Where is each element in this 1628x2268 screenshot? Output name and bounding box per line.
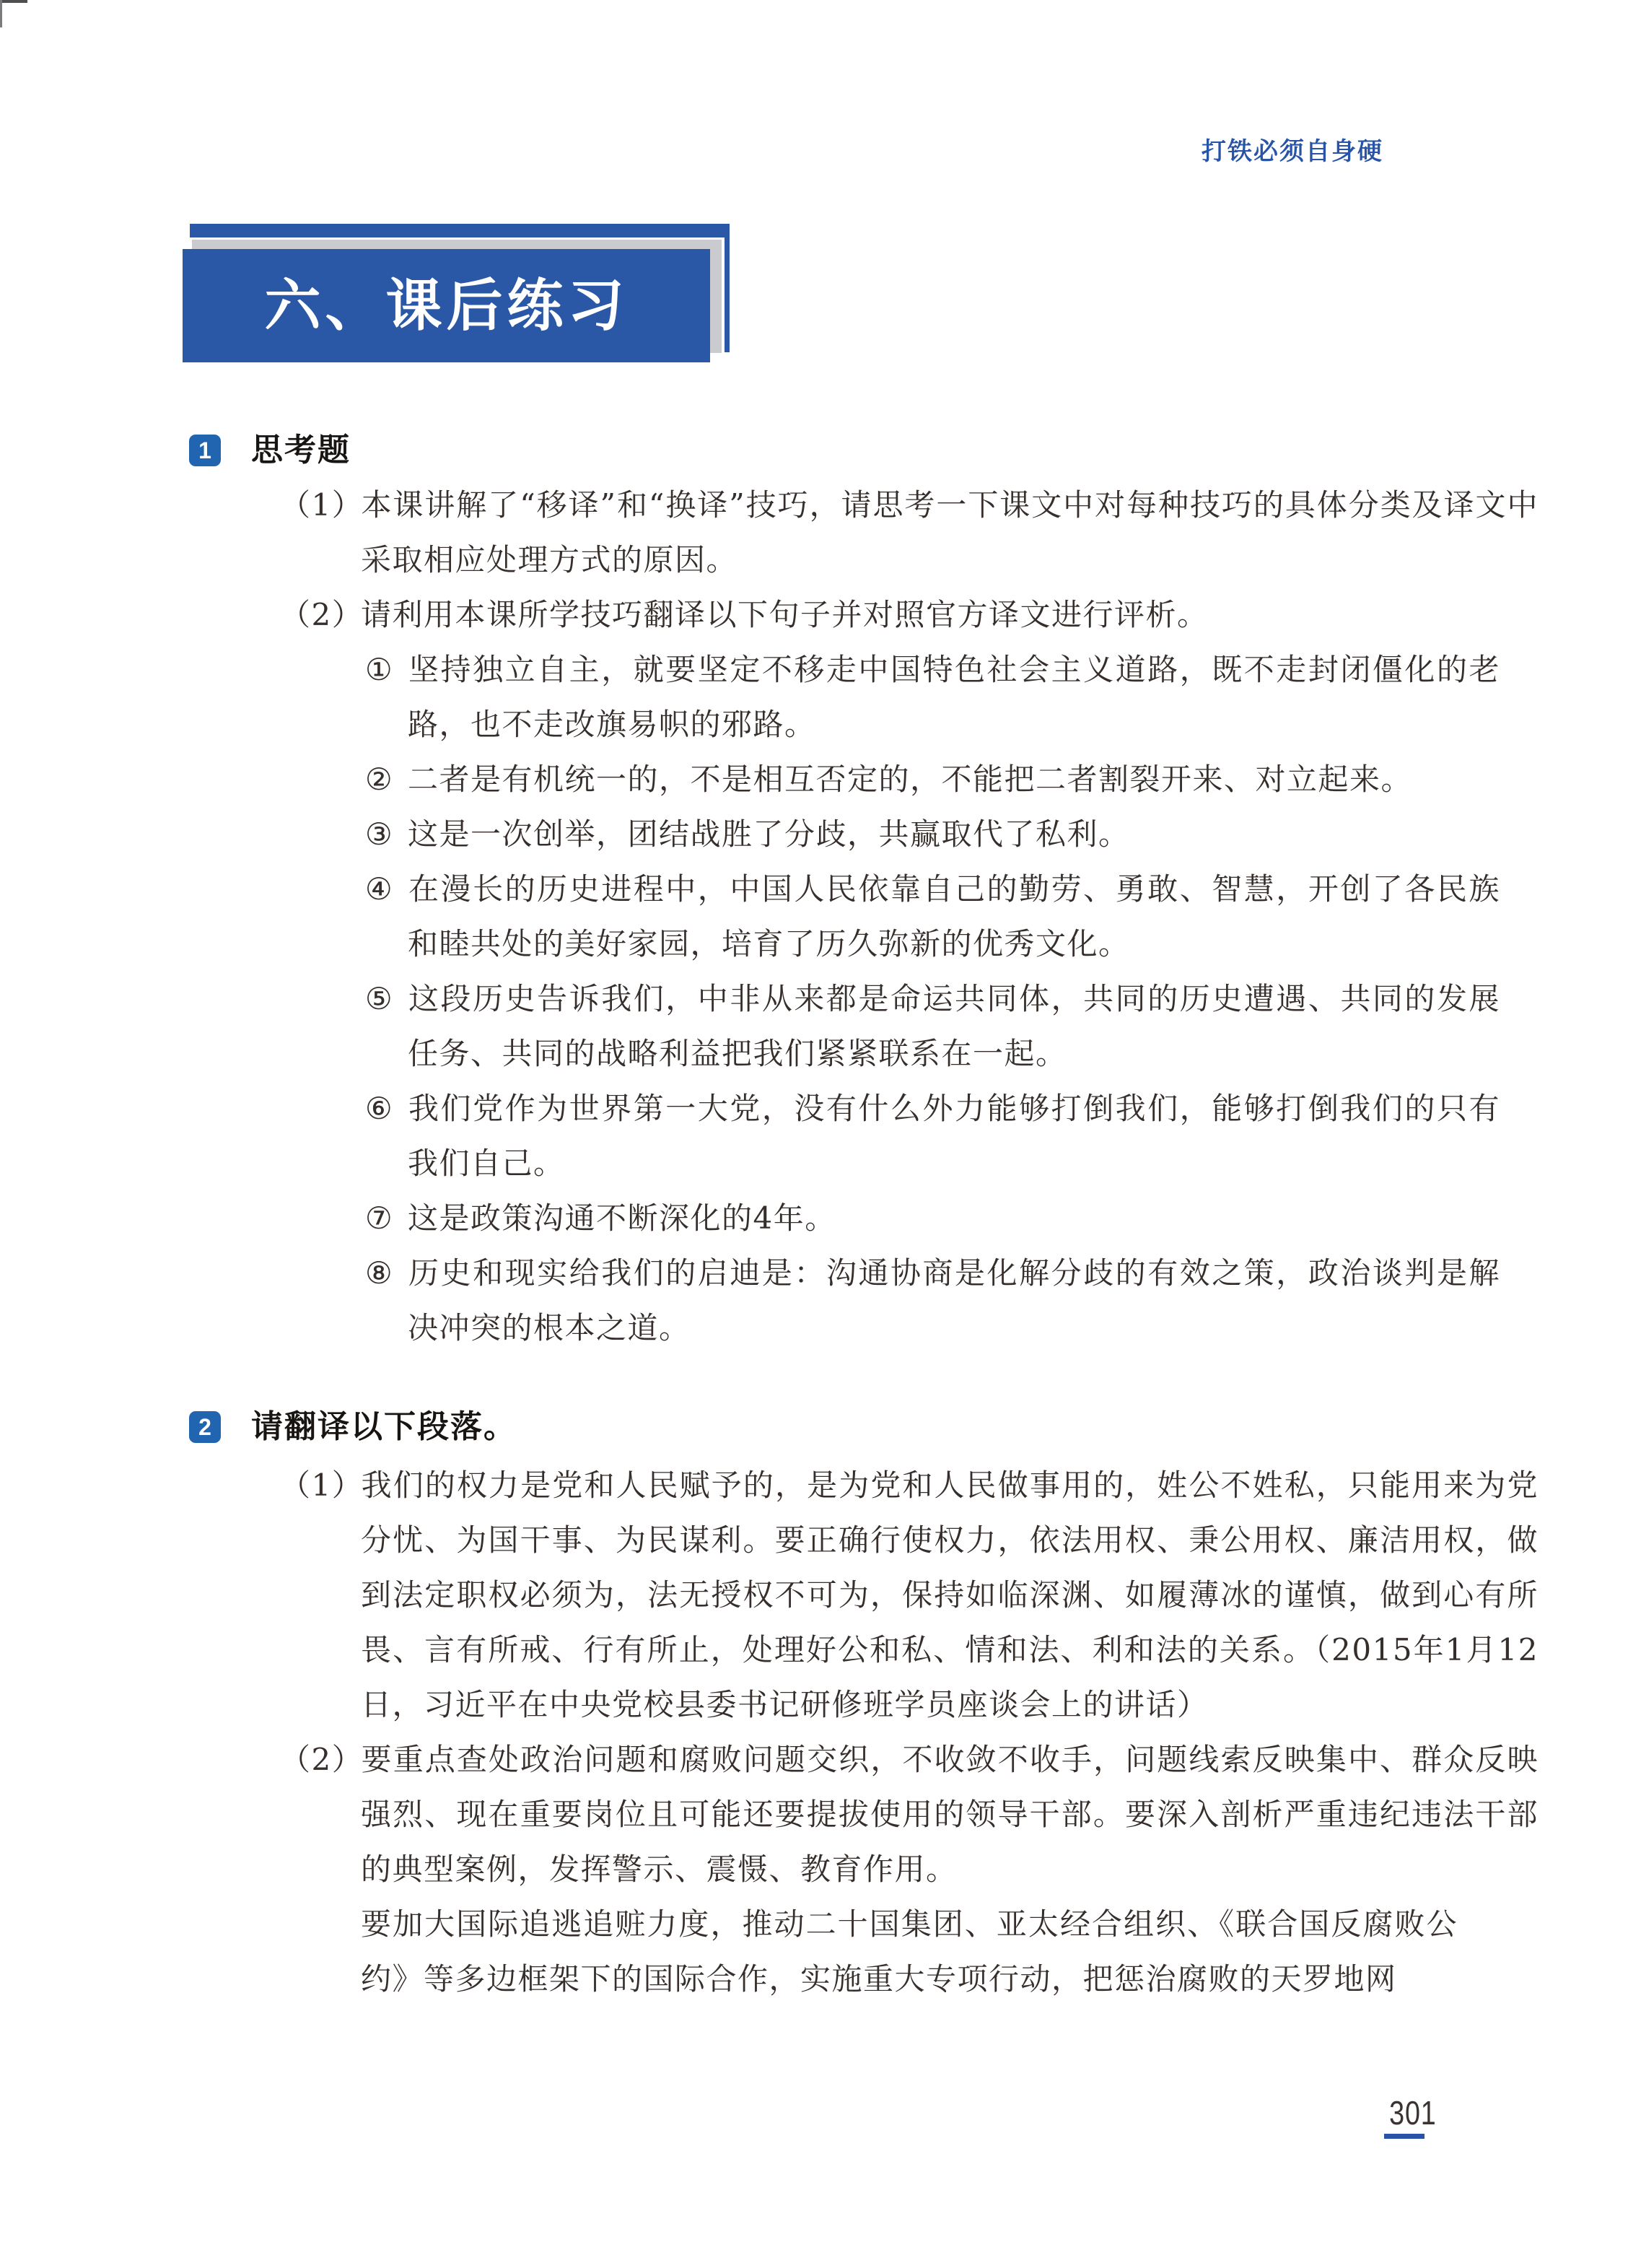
item-marker: （1） — [280, 487, 364, 523]
section-1-badge: 1 — [189, 435, 221, 466]
translation-paragraph-2-continued — [361, 1897, 1458, 2007]
sentence-item-5 — [365, 972, 1500, 1081]
item-text: 要重点查处政治问题和腐败问题交织，不收敛不收手，问题线索反映集中、群众反映强烈、现在重要岗位且可能还要提拔使用的领导干部。要深入剖析严重违纪违法干部的典型案例，发挥警示、震慑、教育作用。 — [361, 1742, 1539, 1887]
item-text: 坚持独立自主，就要坚定不移走中国特色社会主义道路，既不走封闭僵化的老路，也不走改旗易帜的邪路。 — [408, 652, 1500, 742]
scan-corner-mark-vertical — [0, 0, 2, 27]
chapter-banner — [183, 224, 730, 362]
sentence-item-6 — [365, 1081, 1500, 1191]
running-head: 打铁必须自身硬 — [1202, 138, 1383, 165]
item-marker: ③ — [365, 816, 394, 852]
translation-paragraph-1 — [280, 1458, 1539, 1732]
item-text: 请利用本课所学技巧翻译以下句子并对照官方译文进行评析。 — [361, 597, 1209, 632]
page-number — [1384, 2095, 1442, 2139]
item-marker: ⑤ — [365, 981, 394, 1016]
sentence-item-4 — [365, 862, 1500, 972]
item-marker: ⑧ — [365, 1255, 394, 1291]
item-text: 二者是有机统一的，不是相互否定的，不能把二者割裂开来、对立起来。 — [408, 762, 1413, 797]
section-1-title: 思考题 — [251, 432, 351, 468]
page-number-digits: 301 — [1389, 2094, 1437, 2132]
question-item-1 — [280, 478, 1539, 588]
section-2-badge: 2 — [189, 1411, 221, 1443]
item-marker: ② — [365, 762, 394, 797]
item-text: 要加大国际追逃追赃力度，推动二十国集团、亚太经合组织、《联合国反腐败公约》等多边框架下的国际合作，实施重大专项行动，把惩治腐败的天罗地网 — [361, 1906, 1458, 1997]
item-marker: （1） — [280, 1467, 364, 1503]
item-marker: （2） — [280, 1742, 364, 1777]
page-number-underline — [1384, 2134, 1424, 2139]
translation-paragraph-2 — [280, 1732, 1539, 1897]
item-marker: （2） — [280, 597, 364, 632]
section-1-body — [0, 478, 1628, 1356]
item-marker: ⑦ — [365, 1200, 394, 1236]
sentence-item-2 — [365, 752, 1500, 807]
item-marker: ④ — [365, 871, 394, 907]
banner-title: 六、课后练习 — [264, 273, 629, 339]
item-text: 这是政策沟通不断深化的4年。 — [408, 1200, 836, 1236]
sentence-item-8 — [365, 1246, 1500, 1356]
item-text: 在漫长的历史进程中，中国人民依靠自己的勤劳、勇敢、智慧，开创了各民族和睦共处的美好家园，培育了历久弥新的优秀文化。 — [408, 871, 1500, 961]
sentence-item-1 — [365, 642, 1500, 752]
item-marker: ⑥ — [365, 1091, 394, 1126]
item-text: 这段历史告诉我们，中非从来都是命运共同体，共同的历史遭遇、共同的发展任务、共同的战略利益把我们紧紧联系在一起。 — [408, 981, 1500, 1071]
item-marker: ① — [365, 652, 394, 687]
banner-front-layer — [183, 249, 710, 362]
sentence-item-7 — [365, 1191, 1500, 1246]
scan-corner-mark-horizontal — [0, 0, 27, 3]
item-text: 这是一次创举，团结战胜了分歧，共赢取代了私利。 — [408, 816, 1130, 852]
question-item-2 — [280, 588, 1539, 642]
section-2-heading — [0, 1411, 1628, 1454]
section-2-title: 请翻译以下段落。 — [251, 1409, 517, 1444]
item-text: 历史和现实给我们的启迪是：沟通协商是化解分歧的有效之策，政治谈判是解决冲突的根本之道。 — [408, 1255, 1500, 1345]
sentence-item-3 — [365, 807, 1500, 862]
item-text: 我们党作为世界第一大党，没有什么外力能够打倒我们，能够打倒我们的只有我们自己。 — [408, 1091, 1500, 1181]
item-text: 本课讲解了“移译”和“换译”技巧，请思考一下课文中对每种技巧的具体分类及译文中采取相应处理方式的原因。 — [361, 487, 1539, 577]
section-1-heading — [0, 432, 1628, 478]
item-text: 我们的权力是党和人民赋予的，是为党和人民做事用的，姓公不姓私，只能用来为党分忧、为国干事、为民谋利。要正确行使权力，依法用权、秉公用权、廉洁用权，做到法定职权必须为，法无授权不可为，保持如临深渊、如履薄冰的谨慎，做到心有所畏、言有所戒、行有所止，处理好公和私、情和法、利和法的关系。（2015年1月12日，习近平在中央党校县委书记研修班学员座谈会上的讲话） — [361, 1467, 1539, 1722]
section-2-body — [0, 1458, 1628, 2007]
